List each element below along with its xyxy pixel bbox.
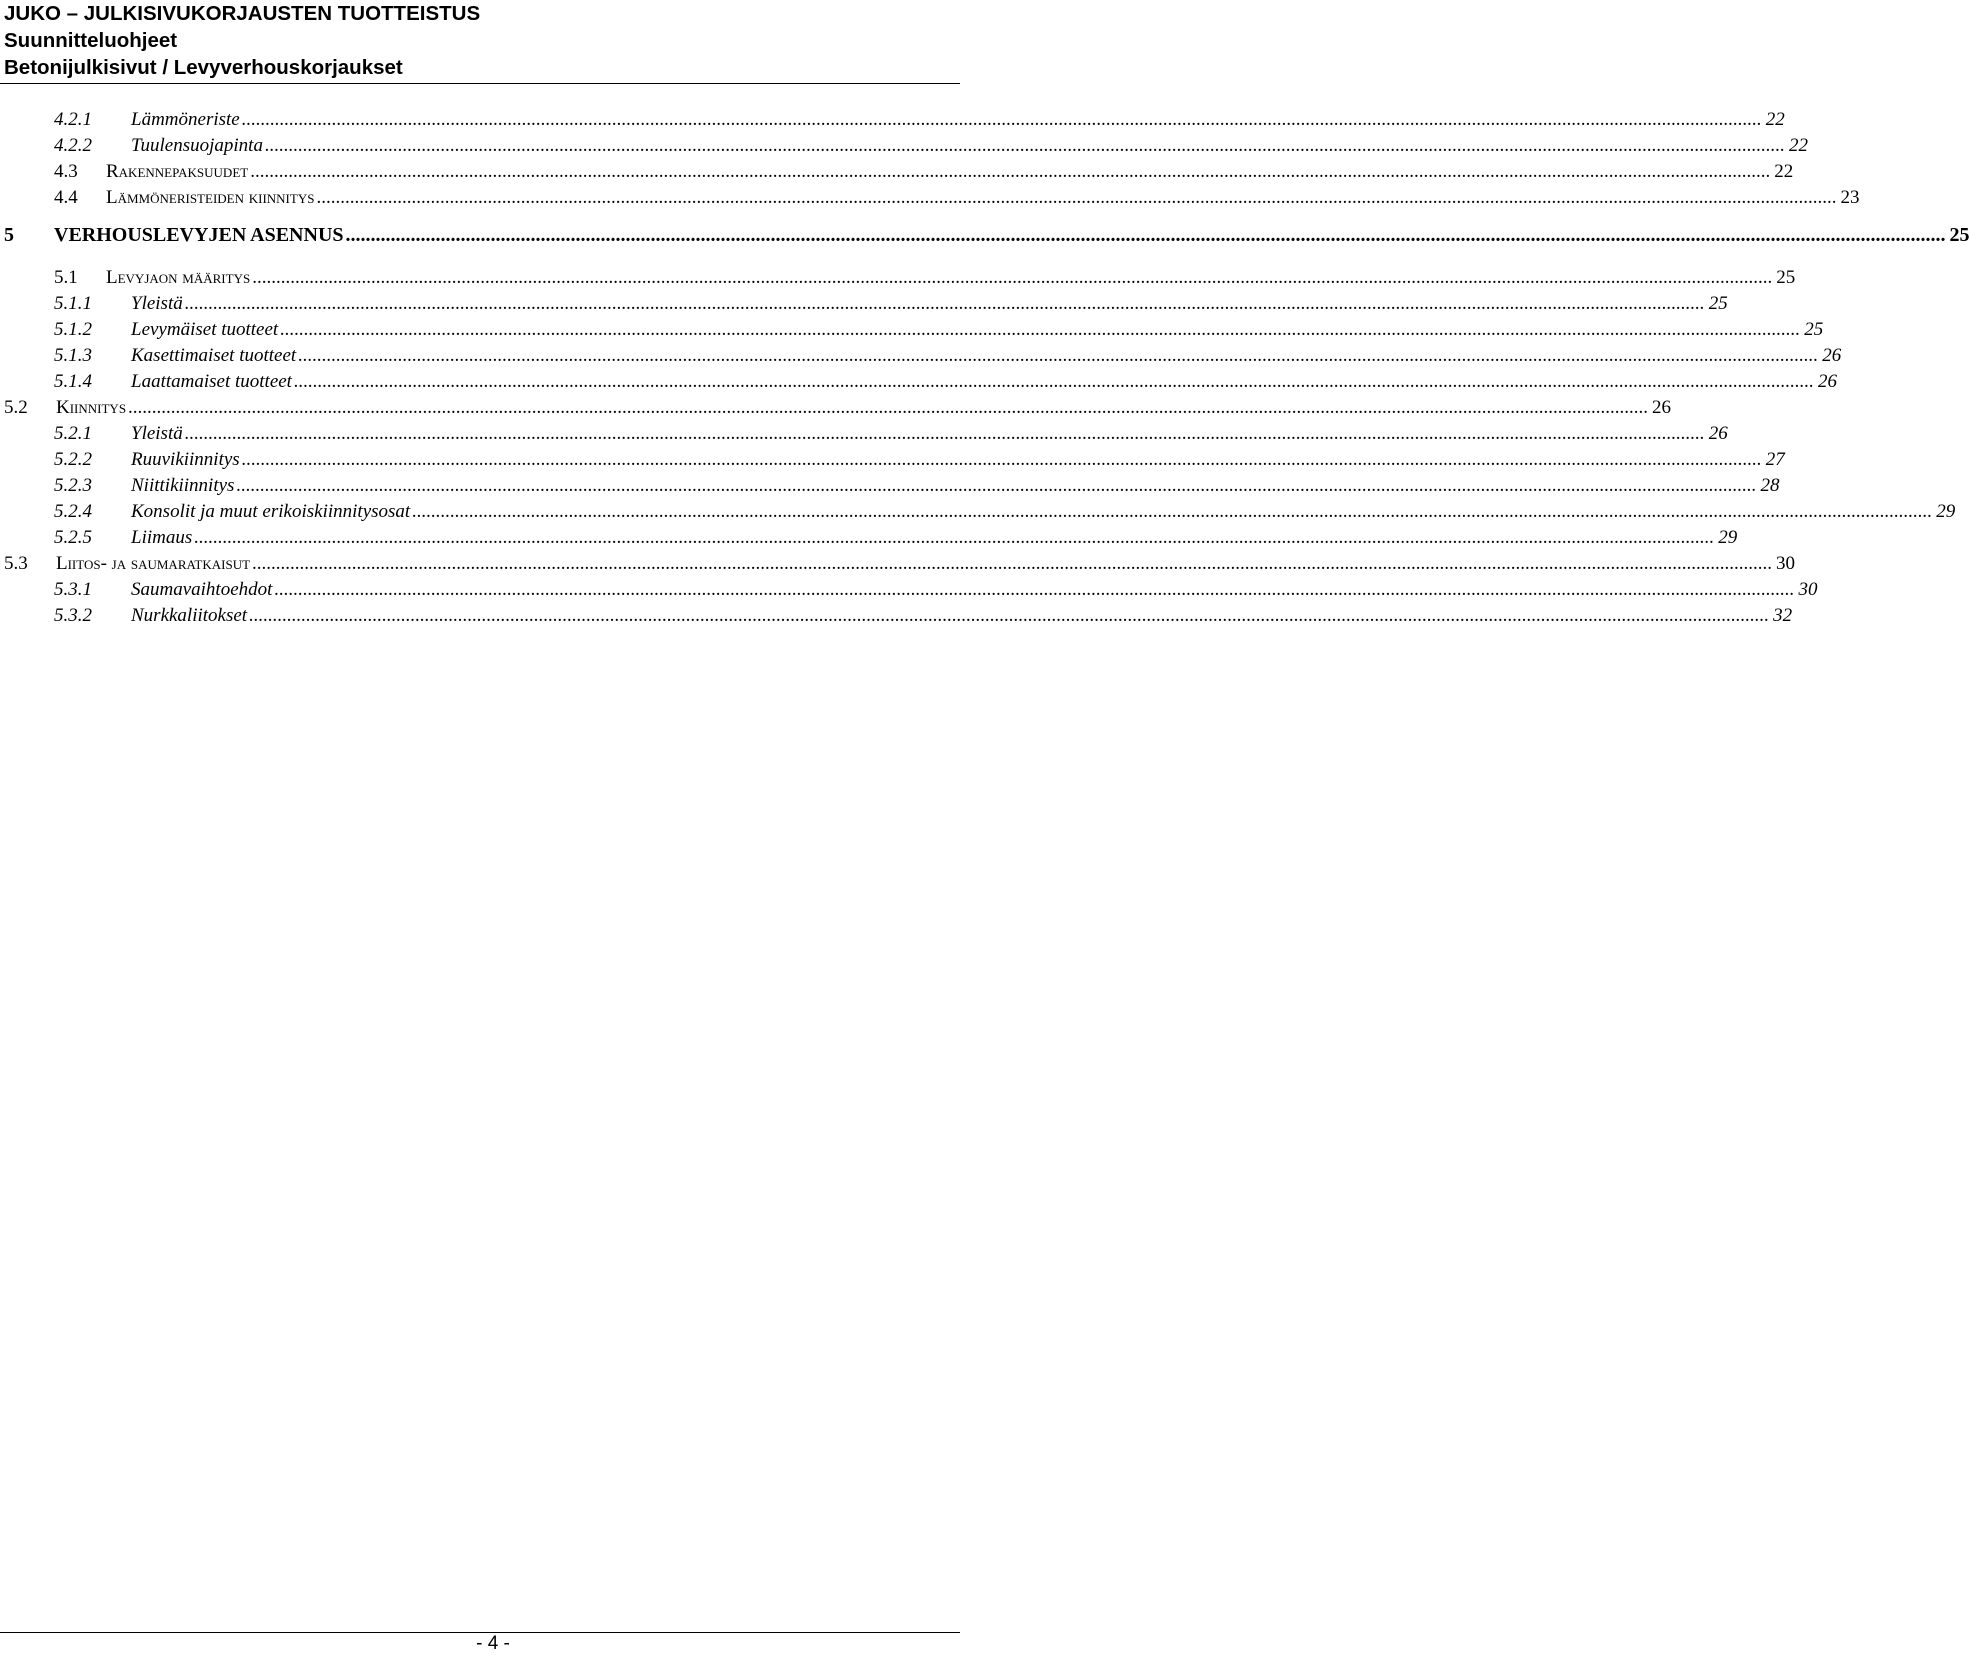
toc-entry-number: 5.3.2 xyxy=(54,605,92,626)
toc-entry-page: 28 xyxy=(1760,475,1780,496)
toc-entry-page: 22 xyxy=(1765,109,1785,130)
toc-leader-dots: ................................................................................................................................................................................................................................................................................................................................ xyxy=(316,187,1837,208)
toc-leader-dots: ................................................................................................................................................................................................................................................................................................................................ xyxy=(252,267,1773,288)
toc-entry-page: 26 xyxy=(1708,423,1728,444)
toc-entry-number: 4.4 xyxy=(54,187,78,208)
toc-entry-title: Lämmöneriste xyxy=(131,109,240,130)
toc-entry-title: Liitos- ja saumaratkaisut xyxy=(56,553,251,574)
toc-leader-dots: ................................................................................................................................................................................................................................................................................................................................ xyxy=(236,475,1757,496)
toc-entry-number: 5.1 xyxy=(54,267,78,288)
toc-entry-title: Kasettimaiset tuotteet xyxy=(131,345,297,366)
toc-entry[interactable] xyxy=(54,499,1956,525)
toc-entry-number: 5.3.1 xyxy=(54,579,92,600)
toc-entry-number: 5.2.2 xyxy=(54,449,92,470)
toc-entry-title: Ruuvikiinnitys xyxy=(131,449,240,470)
toc-entry-page: 25 xyxy=(1708,293,1728,314)
toc-entry-title: Levyjaon määritys xyxy=(106,267,251,288)
toc-leader-dots: ................................................................................................................................................................................................................................................................................................................................ xyxy=(345,224,1946,246)
toc-entry-title: Saumavaihtoehdot xyxy=(131,579,273,600)
toc-entry[interactable] xyxy=(54,107,1785,133)
toc-entry-title: Yleistä xyxy=(131,423,183,444)
toc-leader-dots: ................................................................................................................................................................................................................................................................................................................................ xyxy=(298,345,1819,366)
toc-entry-title: Lämmöneristeiden kiinnitys xyxy=(106,187,315,208)
toc-leader-dots: ................................................................................................................................................................................................................................................................................................................................ xyxy=(241,449,1762,470)
toc-leader-dots: ................................................................................................................................................................................................................................................................................................................................ xyxy=(184,293,1705,314)
toc-leader-dots: ................................................................................................................................................................................................................................................................................................................................ xyxy=(264,135,1785,156)
toc-entry-number: 5.2.3 xyxy=(54,475,92,496)
toc-entry-page: 25 xyxy=(1776,267,1796,288)
toc-leader-dots: ................................................................................................................................................................................................................................................................................................................................ xyxy=(250,161,1771,182)
toc-entry-page: 25 xyxy=(1949,224,1970,246)
toc-entry-number: 4.3 xyxy=(54,161,78,182)
toc-entry-title: Yleistä xyxy=(131,293,183,314)
toc-entry[interactable] xyxy=(54,185,1860,211)
toc-entry[interactable] xyxy=(54,343,1842,369)
toc-entry-page: 32 xyxy=(1773,605,1793,626)
toc-entry-title: Tuulensuojapinta xyxy=(131,135,263,156)
toc-entry-number: 5.2 xyxy=(4,397,28,418)
toc-entry-page: 30 xyxy=(1776,553,1796,574)
toc-entry[interactable] xyxy=(54,317,1824,343)
toc-entry[interactable] xyxy=(54,577,1818,603)
toc-entry-page: 29 xyxy=(1936,501,1956,522)
toc-entry-number: 5.1.2 xyxy=(54,319,92,340)
toc-leader-dots: ................................................................................................................................................................................................................................................................................................................................ xyxy=(293,371,1814,392)
toc-entry[interactable] xyxy=(54,265,1796,291)
document-header xyxy=(4,0,956,81)
toc-leader-dots: ................................................................................................................................................................................................................................................................................................................................ xyxy=(184,423,1705,444)
toc-entry-page: 26 xyxy=(1652,397,1672,418)
toc-entry-title: Rakennepaksuudet xyxy=(106,161,249,182)
toc-entry-number: 5.1.4 xyxy=(54,371,92,392)
toc-entry-number: 5.1.1 xyxy=(54,293,92,314)
toc-entry[interactable] xyxy=(4,395,1672,421)
toc-entry-page: 26 xyxy=(1822,345,1842,366)
toc-entry[interactable] xyxy=(54,447,1785,473)
toc-leader-dots: ................................................................................................................................................................................................................................................................................................................................ xyxy=(280,319,1801,340)
toc-leader-dots: ................................................................................................................................................................................................................................................................................................................................ xyxy=(274,579,1795,600)
header-divider xyxy=(0,83,960,84)
toc-entry[interactable] xyxy=(54,473,1780,499)
toc-entry-number: 5.2.1 xyxy=(54,423,92,444)
toc-entry-page: 22 xyxy=(1788,135,1808,156)
toc-entry-title: Kiinnitys xyxy=(56,397,127,418)
toc-entry-title: Laattamaiset tuotteet xyxy=(131,371,292,392)
toc-entry[interactable] xyxy=(54,603,1793,629)
toc-leader-dots: ................................................................................................................................................................................................................................................................................................................................ xyxy=(128,397,1649,418)
toc-leader-dots: ................................................................................................................................................................................................................................................................................................................................ xyxy=(241,109,1762,130)
toc-entry[interactable] xyxy=(54,133,1808,159)
toc-entry-page: 27 xyxy=(1765,449,1785,470)
toc-entry-page: 30 xyxy=(1798,579,1818,600)
toc-entry[interactable] xyxy=(54,291,1728,317)
toc-leader-dots: ................................................................................................................................................................................................................................................................................................................................ xyxy=(249,605,1770,626)
header-subtitle: Suunnitteluohjeet xyxy=(4,29,178,52)
toc-entry-title: Niittikiinnitys xyxy=(131,475,235,496)
toc-leader-dots: ................................................................................................................................................................................................................................................................................................................................ xyxy=(252,553,1773,574)
toc-entry[interactable] xyxy=(54,525,1738,551)
page-number: - 4 - xyxy=(476,1633,510,1654)
toc-entry-number: 5.1.3 xyxy=(54,345,92,366)
toc-entry-title: Konsolit ja muut erikoiskiinnitysosat xyxy=(131,501,411,522)
toc-entry-title: Nurkkaliitokset xyxy=(131,605,248,626)
header-title: JUKO – JULKISIVUKORJAUSTEN TUOTTEISTUS xyxy=(4,2,481,25)
toc-entry-title: Levymäiset tuotteet xyxy=(131,319,279,340)
toc-entry-title: VERHOUSLEVYJEN ASENNUS xyxy=(54,224,344,246)
toc-entry[interactable] xyxy=(4,222,1970,248)
toc-entry-number: 5 xyxy=(4,224,14,246)
toc-entry-page: 29 xyxy=(1718,527,1738,548)
toc-leader-dots: ................................................................................................................................................................................................................................................................................................................................ xyxy=(412,501,1933,522)
toc-entry[interactable] xyxy=(54,369,1837,395)
toc-entry-title: Liimaus xyxy=(131,527,193,548)
header-section: Betonijulkisivut / Levyverhouskorjaukset xyxy=(4,56,403,79)
toc-entry[interactable] xyxy=(54,421,1728,447)
toc-entry-number: 5.2.5 xyxy=(54,527,92,548)
toc-leader-dots: ................................................................................................................................................................................................................................................................................................................................ xyxy=(194,527,1715,548)
toc-entry-number: 5.3 xyxy=(4,553,28,574)
toc-entry[interactable] xyxy=(54,159,1794,185)
toc-entry-page: 23 xyxy=(1840,187,1860,208)
toc-entry-page: 25 xyxy=(1804,319,1824,340)
toc-entry-number: 5.2.4 xyxy=(54,501,92,522)
toc-entry[interactable] xyxy=(4,551,1796,577)
toc-entry-page: 26 xyxy=(1817,371,1837,392)
toc-entry-number: 4.2.1 xyxy=(54,109,92,130)
toc-entry-page: 22 xyxy=(1774,161,1794,182)
toc-entry-number: 4.2.2 xyxy=(54,135,92,156)
